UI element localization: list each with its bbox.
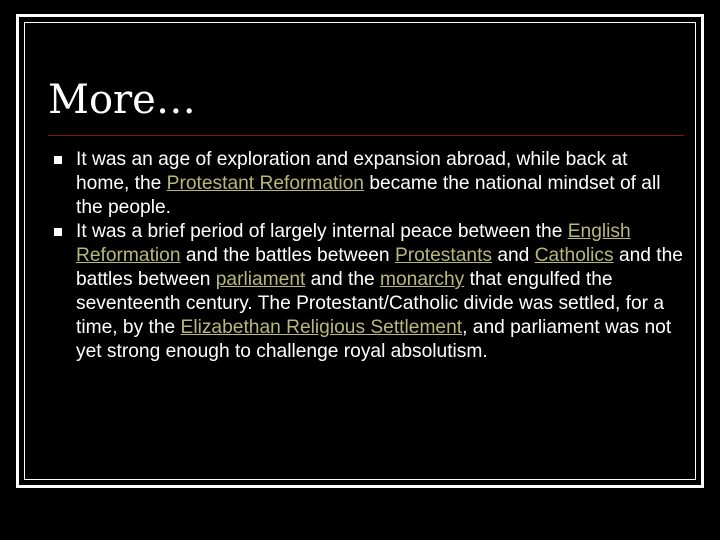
slide-title: More…: [48, 77, 196, 123]
protestant-reformation-link[interactable]: Protestant Reformation: [166, 173, 364, 194]
square-bullet-icon: [54, 228, 62, 236]
parliament-link[interactable]: parliament: [215, 269, 306, 290]
bullet-text-segment: and the: [305, 269, 381, 290]
bullet-item: [48, 220, 684, 364]
bullet-text-segment: and the battles between: [180, 245, 395, 266]
bullet-text: [76, 149, 661, 218]
bullet-text-segment: and the battles between: [76, 245, 683, 290]
catholics-link[interactable]: Catholics: [534, 245, 614, 266]
title-divider: [48, 135, 684, 136]
bullet-list: [48, 148, 684, 364]
bullet-text-segment: that engulfed the seventeenth century. The Protestant/Catholic divide was settled, for a time, by the: [76, 269, 665, 338]
bullet-text-segment: It was an age of exploration and expansion abroad, while back at home, the: [76, 149, 628, 194]
monarchy-link[interactable]: monarchy: [380, 269, 465, 290]
bullet-text-segment: became the national mindset of all the people.: [76, 173, 661, 218]
bullet-item: [48, 148, 684, 220]
elizabethan-religious-settlement-link[interactable]: Elizabethan Religious Settlement: [180, 317, 463, 338]
bullet-text-segment: It was a brief period of largely internal peace between the: [76, 221, 568, 242]
bullet-text-segment: and: [492, 245, 535, 266]
square-bullet-icon: [54, 156, 62, 164]
protestants-link[interactable]: Protestants: [394, 245, 492, 266]
bullet-text: [76, 221, 683, 362]
bullet-text-segment: , and parliament was not yet strong enough to challenge royal absolutism.: [76, 317, 672, 362]
english-reformation-link[interactable]: English Reformation: [76, 221, 631, 266]
